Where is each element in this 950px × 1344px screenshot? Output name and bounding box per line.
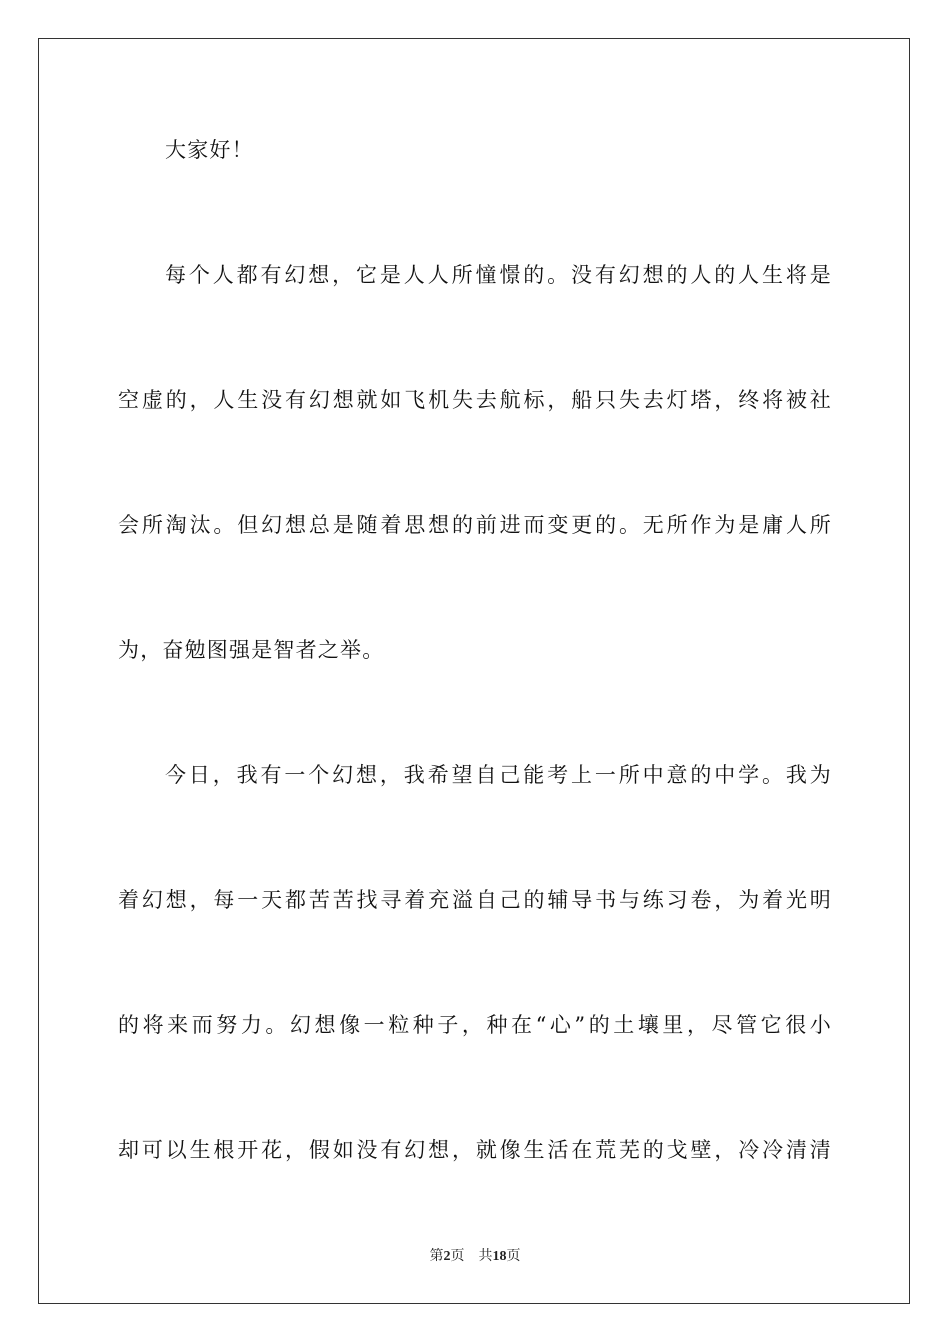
greeting-line: 大家好！ xyxy=(165,138,254,162)
paragraph-2-line-4: 却可以生根开花，假如没有幻想，就像生活在荒芜的戈壁，冷冷清清 xyxy=(118,1138,832,1162)
paragraph-2-line-3: 的将来而努力。幻想像一粒种子，种在“心”的土壤里，尽管它很小 xyxy=(118,1013,832,1037)
page-footer xyxy=(0,1248,950,1266)
page-suffix: 页 xyxy=(450,1249,465,1264)
total-pages: 18 xyxy=(492,1249,507,1264)
paragraph-2-line-1: 今日，我有一个幻想，我希望自己能考上一所中意的中学。我为 xyxy=(165,763,832,787)
total-suffix: 页 xyxy=(506,1249,521,1264)
paragraph-1-line-4: 为，奋勉图强是智者之举。 xyxy=(118,638,385,662)
total-prefix: 共 xyxy=(478,1249,493,1264)
paragraph-1-line-3: 会所淘汰。但幻想总是随着思想的前进而变更的。无所作为是庸人所 xyxy=(118,513,832,537)
paragraph-1-line-2: 空虚的，人生没有幻想就如飞机失去航标，船只失去灯塔，终将被社 xyxy=(118,388,832,412)
page-prefix: 第 xyxy=(429,1249,444,1264)
page-border xyxy=(38,38,910,1304)
paragraph-1-line-1: 每个人都有幻想，它是人人所憧憬的。没有幻想的人的人生将是 xyxy=(165,263,832,287)
page-number: 2 xyxy=(443,1249,451,1264)
paragraph-2-line-2: 着幻想，每一天都苦苦找寻着充溢自己的辅导书与练习卷，为着光明 xyxy=(118,888,832,912)
